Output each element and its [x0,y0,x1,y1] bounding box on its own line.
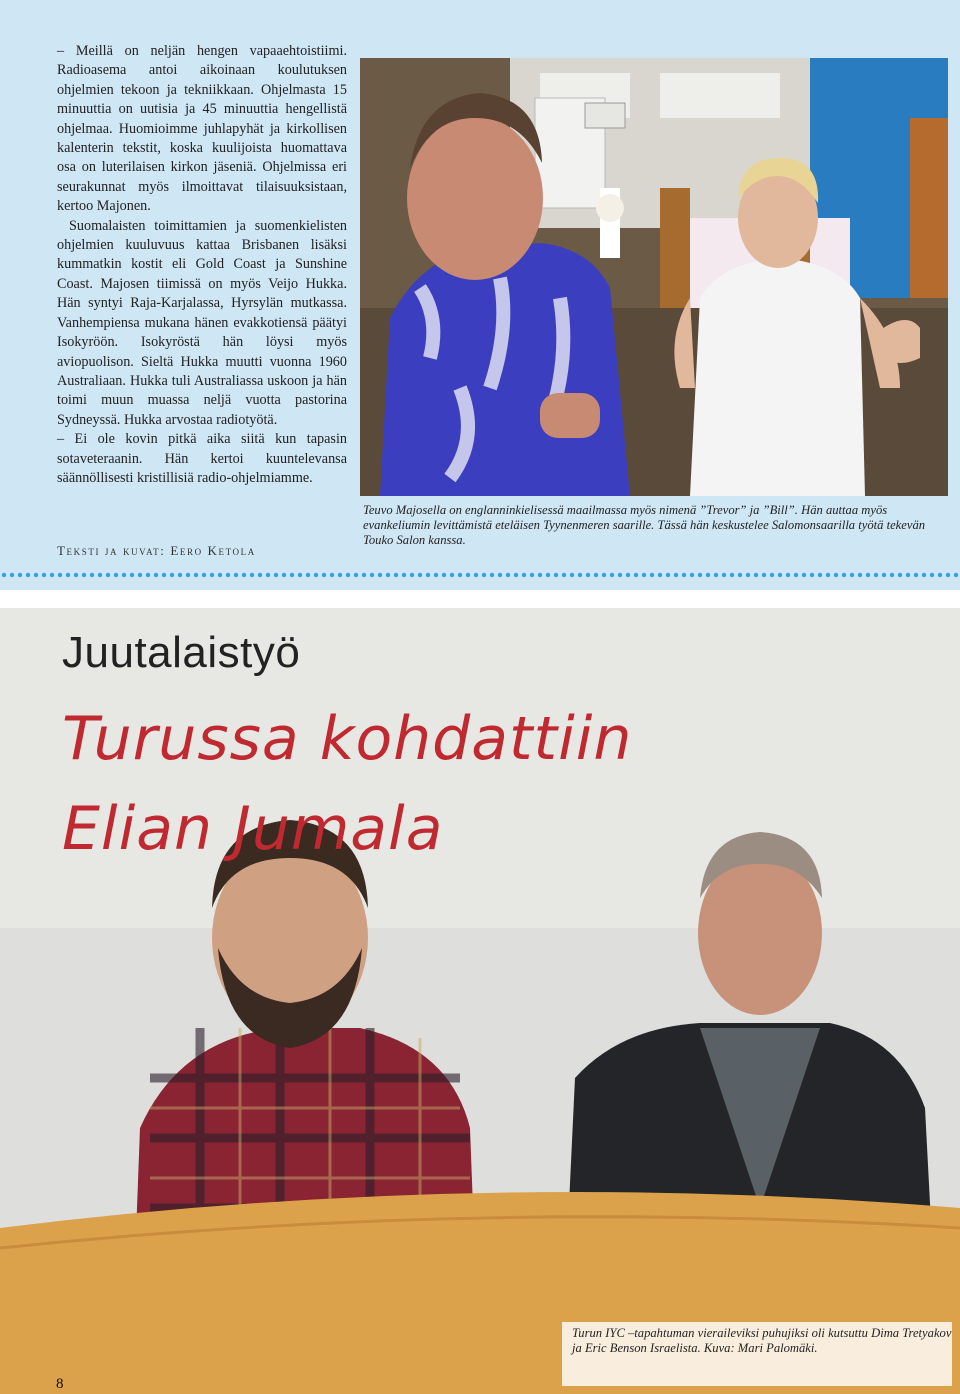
headline-line-2: Elian Jumala [62,794,444,864]
paragraph-1: – Meillä on neljän hengen vapaaehtoistiimi. Radioasema antoi aikoinaan koulutuksen ohjelmien tekoon ja tekniikkaan. Ohjelmasta 15 minuuttia on uutisia ja 45 minuuttia hengellistä ohjelmaa. Huomioimme juhlapyhät ja kirkollisen kalenterin tekstit, koska kuulijoista huomattava osa on luterilaisen kirkon jäseniä. Ohjelmissa eri seurakunnat myös ilmoittavat tilaisuuksistaan, kertoo Majonen. [57,43,347,215]
paragraph-3: – Ei ole kovin pitkä aika siitä kun tapasin sotaveteraanin. Hän kertoi kuuntelevansa säännöllisesti kristillisiä radio-ohjelmiamme. [57,431,347,486]
photo-caption-bottom: Turun IYC –tapahtuman vieraileviksi puhujiksi oli kutsuttu Dima Tretyakov ja Eric Benson Israelista. Kuva: Mari Palomäki. [572,1326,952,1355]
headline-line-1: Turussa kohdattiin [62,704,633,774]
byline: Teksti ja kuvat: Eero Ketola [57,543,256,558]
article-headline [62,694,632,874]
paragraph-2: Suomalaisten toimittamien ja suomenkielisten ohjelmien kuuluvuus kattaa Brisbanen lisäksi kummatkin kostit eli Gold Coast ja Sunshine Coast. Majosen tiimissä on myös Veijo Hukka. Hän syntyi Raja-Karjalassa, Hyrsylän mutkassa. Vanhempiensa mukana hänen evakkotiensä päätyi Isokyröön. Isokyröstä hän löysi myös aviopuolison. Sieltä Hukka muutti vuonna 1960 Australiaan. Hukka tuli Australiassa uskoon ja hän toimi muun muassa neljä vuotta pastorina Sydneyssä. Hukka arvostaa radiotyötä. [57,217,347,428]
dotted-divider [0,572,960,578]
section-kicker: Juutalaistyö [62,628,301,677]
kitchen-interview-illustration [360,58,948,496]
page-number: 8 [56,1376,64,1392]
photo-caption-top: Teuvo Majosella on englanninkielisessä maailmassa myös nimenä ”Trevor” ja ”Bill”. Hän auttaa myös evankeliumin levittämistä eteläisen Tyynenmeren saarille. Tässä hän keskustelee Salomonsaarilla työtä tekevän Touko Salon kanssa. [363,503,926,547]
article-text-column [57,42,347,488]
kitchen-interview-photo [360,58,948,496]
